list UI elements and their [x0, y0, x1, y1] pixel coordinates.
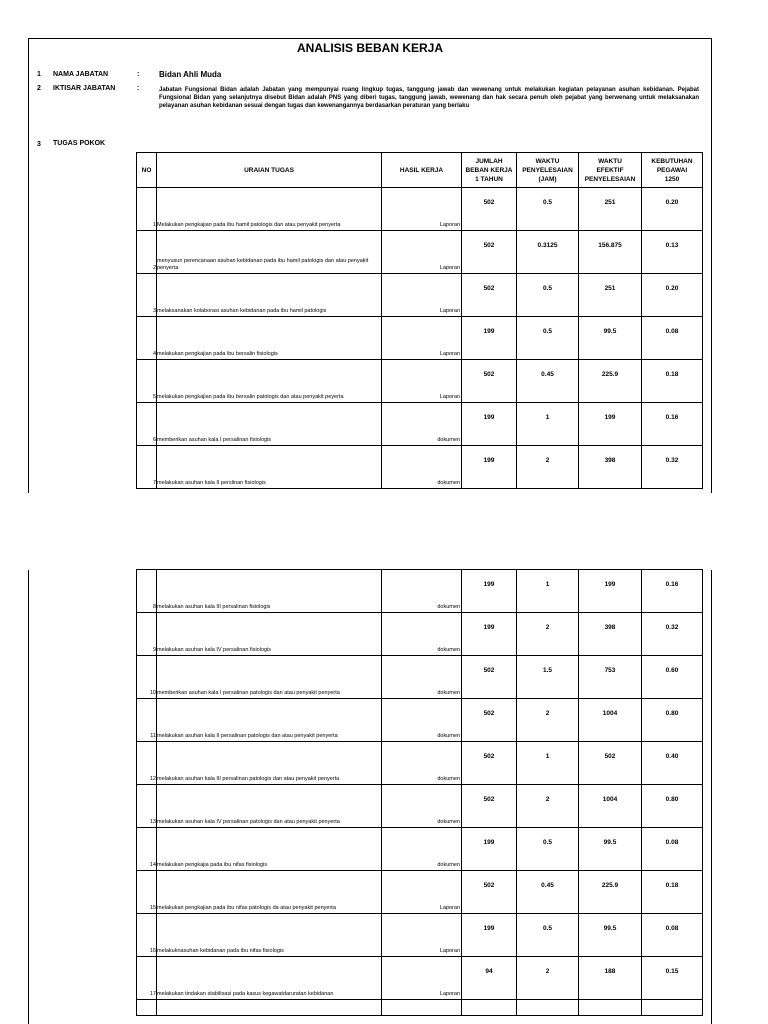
section3-num: 3: [37, 141, 41, 148]
row-waktu-penyelesaian: 0.5: [517, 317, 579, 360]
row-hasil-kerja: Laporan: [382, 914, 462, 957]
row-no: 14: [137, 828, 157, 871]
row-hasil-kerja: Laporan: [382, 360, 462, 403]
row-waktu-efektif: 398: [579, 613, 642, 656]
row-no: 15: [137, 871, 157, 914]
row-waktu-efektif: 99.5: [579, 317, 642, 360]
table-row: [137, 317, 703, 360]
row-waktu-efektif: 99.5: [579, 828, 642, 871]
row-jumlah-beban-kerja: 199: [462, 613, 517, 656]
row-jumlah-beban-kerja: 502: [462, 699, 517, 742]
empty-cell: [579, 1000, 642, 1016]
row-kebutuhan-pegawai: 0.80: [642, 699, 703, 742]
row-kebutuhan-pegawai: 0.15: [642, 957, 703, 1000]
row-no: 2: [137, 231, 157, 274]
row-waktu-penyelesaian: 2: [517, 957, 579, 1000]
row-kebutuhan-pegawai: 0.40: [642, 742, 703, 785]
row-kebutuhan-pegawai: 0.18: [642, 360, 703, 403]
row-hasil-kerja: Laporan: [382, 957, 462, 1000]
row-waktu-efektif: 225.9: [579, 360, 642, 403]
document-page-2: [28, 570, 712, 1024]
empty-cell: [382, 1000, 462, 1016]
info-label-nama-jabatan: NAMA JABATAN: [53, 71, 109, 78]
row-jumlah-beban-kerja: 502: [462, 360, 517, 403]
row-jumlah-beban-kerja: 502: [462, 871, 517, 914]
table-row: [137, 957, 703, 1000]
row-task: memberikan asuhan kala I persalinan patologis dan atau penyakit penyerta: [157, 656, 382, 699]
row-waktu-efektif: 1004: [579, 699, 642, 742]
row-jumlah-beban-kerja: 199: [462, 570, 517, 613]
row-kebutuhan-pegawai: 0.20: [642, 274, 703, 317]
table-row-continued: [137, 1000, 703, 1016]
table-row: [137, 231, 703, 274]
row-no: 8: [137, 570, 157, 613]
row-waktu-efektif: 199: [579, 403, 642, 446]
row-task: Melakukan pengkajian pada ibu hamil patologis dan atau penyakit penyerta: [157, 188, 382, 231]
row-no: 5: [137, 360, 157, 403]
row-jumlah-beban-kerja: 199: [462, 403, 517, 446]
document-page-1: [28, 38, 712, 493]
row-jumlah-beban-kerja: 502: [462, 188, 517, 231]
row-task: melaksanakan kolaborasi asuhan kebidanan pada ibu hamil patologis: [157, 274, 382, 317]
row-hasil-kerja: Laporan: [382, 188, 462, 231]
header-uraian-tugas: URAIAN TUGAS: [157, 153, 382, 188]
row-waktu-penyelesaian: 1.5: [517, 656, 579, 699]
row-waktu-penyelesaian: 0.45: [517, 360, 579, 403]
row-no: 13: [137, 785, 157, 828]
row-no: 6: [137, 403, 157, 446]
row-jumlah-beban-kerja: 502: [462, 742, 517, 785]
row-kebutuhan-pegawai: 0.13: [642, 231, 703, 274]
row-hasil-kerja: Laporan: [382, 317, 462, 360]
row-no: 9: [137, 613, 157, 656]
row-no: 4: [137, 317, 157, 360]
table-row: [137, 274, 703, 317]
row-kebutuhan-pegawai: 0.08: [642, 828, 703, 871]
row-waktu-penyelesaian: 0.5: [517, 188, 579, 231]
row-waktu-penyelesaian: 0.5: [517, 914, 579, 957]
row-hasil-kerja: dokumen: [382, 828, 462, 871]
row-kebutuhan-pegawai: 0.60: [642, 656, 703, 699]
row-waktu-penyelesaian: 2: [517, 785, 579, 828]
row-jumlah-beban-kerja: 199: [462, 446, 517, 489]
row-kebutuhan-pegawai: 0.32: [642, 613, 703, 656]
row-jumlah-beban-kerja: 199: [462, 317, 517, 360]
header-waktu-efektif: WAKTU EFEKTIF PENYELESAIAN: [579, 153, 642, 188]
row-no: 3: [137, 274, 157, 317]
empty-cell: [517, 1000, 579, 1016]
row-no: 7: [137, 446, 157, 489]
row-waktu-penyelesaian: 1: [517, 570, 579, 613]
row-hasil-kerja: Laporan: [382, 231, 462, 274]
table-row: [137, 785, 703, 828]
row-no: 1: [137, 188, 157, 231]
row-no: 11: [137, 699, 157, 742]
table-row: [137, 699, 703, 742]
row-jumlah-beban-kerja: 502: [462, 785, 517, 828]
empty-cell: [157, 1000, 382, 1016]
info-num-1: 1: [37, 71, 41, 78]
section3-label: TUGAS POKOK: [53, 140, 106, 147]
row-task: melakukan pengkajian pada ibu nifas patologis da atau penyakit penyerta: [157, 871, 382, 914]
row-task: melakukan asuhan kala IV persalinan fisiologis: [157, 613, 382, 656]
row-hasil-kerja: dokumen: [382, 446, 462, 489]
row-no: 17: [137, 957, 157, 1000]
table-row: [137, 828, 703, 871]
row-task: melakukan asuhan kala III persalinan patologis dan atau penyakit penyerta: [157, 742, 382, 785]
row-hasil-kerja: Laporan: [382, 871, 462, 914]
row-task: melakukan asuhan kala II persalinan patologis dan atau penyakit penyerta: [157, 699, 382, 742]
row-waktu-efektif: 156.875: [579, 231, 642, 274]
row-hasil-kerja: dokumen: [382, 699, 462, 742]
row-waktu-efektif: 398: [579, 446, 642, 489]
row-waktu-efektif: 753: [579, 656, 642, 699]
header-waktu-penyelesaian: WAKTU PENYELESAIAN (JAM): [517, 153, 579, 188]
row-waktu-efektif: 251: [579, 188, 642, 231]
row-waktu-penyelesaian: 1: [517, 742, 579, 785]
row-task: menyusun perencanaan asuhan kebidanan pada ibu hamil patologis dan atau penyakit penyerta: [157, 231, 382, 274]
row-waktu-efektif: 99.5: [579, 914, 642, 957]
row-hasil-kerja: dokumen: [382, 403, 462, 446]
table-row: [137, 403, 703, 446]
info-num-2: 2: [37, 85, 41, 92]
info-sep-1: :: [137, 71, 140, 78]
row-kebutuhan-pegawai: 0.08: [642, 317, 703, 360]
row-kebutuhan-pegawai: 0.16: [642, 570, 703, 613]
table-row: [137, 188, 703, 231]
workload-table-part-1: [136, 152, 703, 489]
row-task: melakukan asuhan kala II perslinan fisiologis: [157, 446, 382, 489]
row-jumlah-beban-kerja: 502: [462, 656, 517, 699]
table-row: [137, 360, 703, 403]
row-hasil-kerja: dokumen: [382, 656, 462, 699]
row-hasil-kerja: dokumen: [382, 742, 462, 785]
workload-table-part-2: [136, 569, 703, 1016]
row-waktu-efektif: 188: [579, 957, 642, 1000]
row-task: melakukan pengkajian pada ibu bersalin fisiologis: [157, 317, 382, 360]
table-row: [137, 570, 703, 613]
row-kebutuhan-pegawai: 0.08: [642, 914, 703, 957]
row-waktu-efektif: 199: [579, 570, 642, 613]
row-waktu-penyelesaian: 2: [517, 446, 579, 489]
table-row: [137, 914, 703, 957]
info-description: Jabatan Fungsional Bidan adalah Jabatan yang mempunyai ruang lingkup tugas, tanggung jawab dan wewenang untuk melakukan kegiatan pelayanan asuhan kebidanan. Pejabat Fungsional Bidan yang selanjutnya disebut Bidan adalah PNS yang diberi tugas, tanggung jawab, wewenang dan hak secara penuh oleh pejabat yang berwenang untuk melaksanakan pelayanan asuhan kebidanan sesuai dengan tugas dan kewenangannya berdasarkan peraturan yang berlaku: [159, 87, 699, 109]
empty-cell: [137, 1000, 157, 1016]
row-jumlah-beban-kerja: 199: [462, 914, 517, 957]
row-task: melakukan pengkajian pada ibu bersalin patologis dan atau penyakit peyerta: [157, 360, 382, 403]
row-waktu-penyelesaian: 0.5: [517, 274, 579, 317]
row-waktu-efektif: 251: [579, 274, 642, 317]
row-jumlah-beban-kerja: 199: [462, 828, 517, 871]
row-hasil-kerja: dokumen: [382, 785, 462, 828]
row-kebutuhan-pegawai: 0.32: [642, 446, 703, 489]
row-kebutuhan-pegawai: 0.18: [642, 871, 703, 914]
header-jumlah-beban-kerja: JUMLAH BEBAN KERJA 1 TAHUN: [462, 153, 517, 188]
row-kebutuhan-pegawai: 0.20: [642, 188, 703, 231]
row-no: 10: [137, 656, 157, 699]
row-hasil-kerja: dokumen: [382, 570, 462, 613]
row-hasil-kerja: Laporan: [382, 274, 462, 317]
row-task: melakukan pengkajia pada ibu nifas fisiologis: [157, 828, 382, 871]
row-jumlah-beban-kerja: 502: [462, 231, 517, 274]
row-waktu-efektif: 502: [579, 742, 642, 785]
row-jumlah-beban-kerja: 502: [462, 274, 517, 317]
empty-cell: [462, 1000, 517, 1016]
table-row: [137, 742, 703, 785]
row-waktu-penyelesaian: 2: [517, 613, 579, 656]
row-waktu-penyelesaian: 1: [517, 403, 579, 446]
row-waktu-efektif: 1004: [579, 785, 642, 828]
header-hasil-kerja: HASIL KERJA: [382, 153, 462, 188]
empty-cell: [642, 1000, 703, 1016]
table-row: [137, 446, 703, 489]
row-waktu-penyelesaian: 0.45: [517, 871, 579, 914]
info-sep-2: :: [137, 85, 140, 92]
row-kebutuhan-pegawai: 0.80: [642, 785, 703, 828]
info-value-nama-jabatan: Bidan Ahli Muda: [159, 70, 222, 79]
row-task: memberikan asuhan kala I persalinan fisiologis: [157, 403, 382, 446]
table-row: [137, 871, 703, 914]
row-task: melakukan asuhan kala III persalinan fisiologis: [157, 570, 382, 613]
row-no: 12: [137, 742, 157, 785]
header-kebutuhan-pegawai: KEBUTUHAN PEGAWAI 1250: [642, 153, 703, 188]
row-waktu-efektif: 225.9: [579, 871, 642, 914]
document-title: ANALISIS BEBAN KERJA: [296, 41, 443, 55]
row-waktu-penyelesaian: 2: [517, 699, 579, 742]
row-task: melakuknasuhan kebidanan pada ibu nifas fisiologis: [157, 914, 382, 957]
row-hasil-kerja: dokumen: [382, 613, 462, 656]
row-no: 16: [137, 914, 157, 957]
row-waktu-penyelesaian: 0.5: [517, 828, 579, 871]
row-waktu-penyelesaian: 0.3125: [517, 231, 579, 274]
table-row: [137, 656, 703, 699]
info-label-iktisar-jabatan: IKTISAR JABATAN: [53, 85, 116, 92]
row-jumlah-beban-kerja: 94: [462, 957, 517, 1000]
table-row: [137, 613, 703, 656]
header-no: NO: [137, 153, 157, 188]
row-task: melakukan asuhan kala IV persalinan patologis dan atau penyakit penyerta: [157, 785, 382, 828]
row-task: melakukan tindakan stabilisasi pada kasus kegawatdaruratan kebidanan: [157, 957, 382, 1000]
row-kebutuhan-pegawai: 0.16: [642, 403, 703, 446]
